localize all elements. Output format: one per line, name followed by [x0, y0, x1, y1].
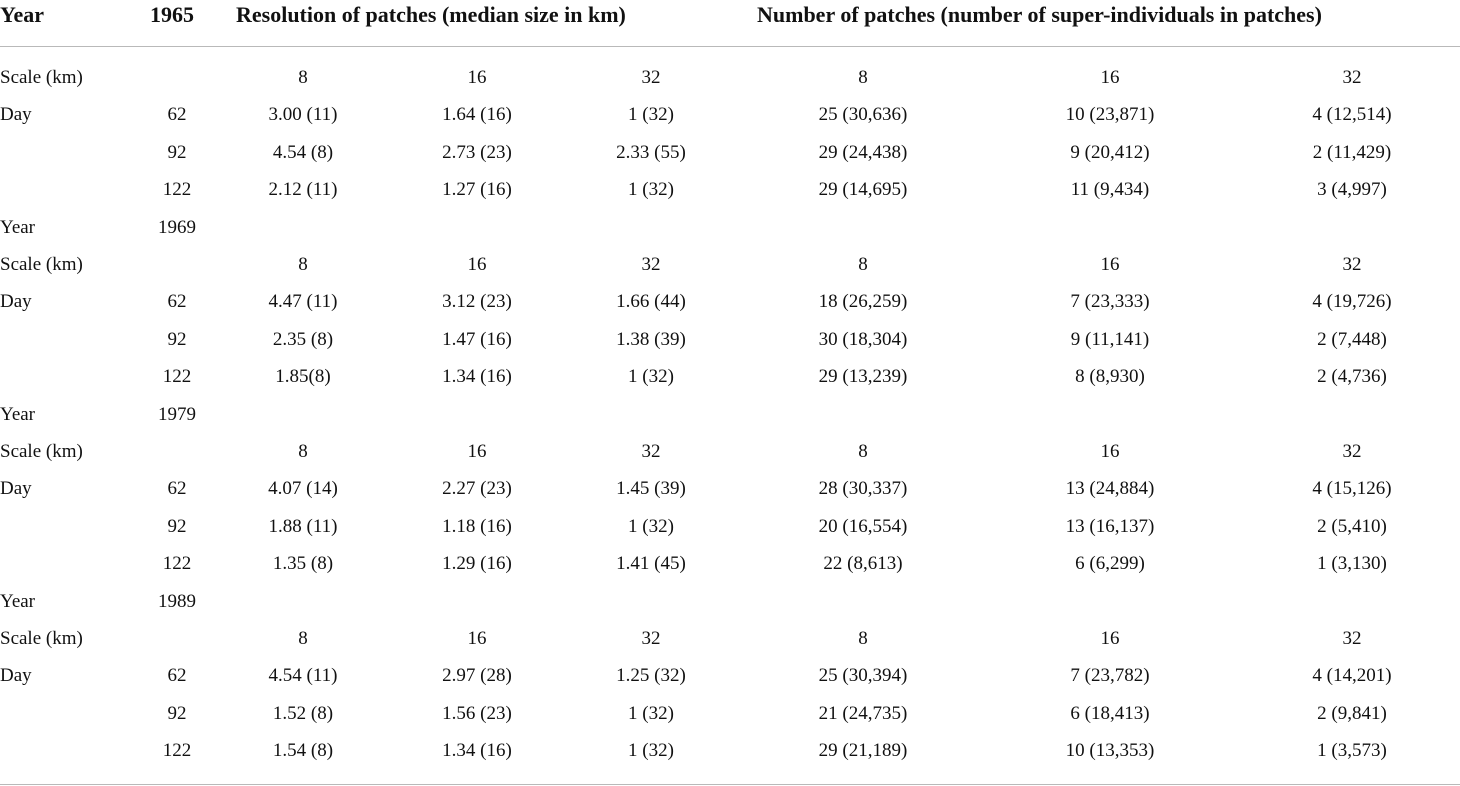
- table-cell: 25 (30,394): [818, 665, 908, 687]
- table-cell: 32: [1342, 628, 1362, 649]
- table-cell: 28 (30,337): [818, 478, 908, 500]
- table-cell: 16: [467, 254, 487, 275]
- table-cell: 1.34 (16): [442, 740, 512, 762]
- table-cell: 7 (23,333): [1070, 291, 1150, 313]
- table-cell: 29 (21,189): [818, 740, 908, 762]
- table-cell: 6 (18,413): [1070, 702, 1150, 724]
- table-cell: 1.27 (16): [442, 179, 512, 201]
- table-cell: 1.45 (39): [616, 478, 686, 500]
- table-cell: 7 (23,782): [1070, 665, 1150, 687]
- table-cell: [147, 620, 207, 657]
- table-cell: 1.54 (8): [272, 740, 334, 762]
- table-cell: [147, 59, 207, 96]
- table-cell: [790, 209, 936, 246]
- table-cell: 10 (23,871): [1065, 104, 1155, 126]
- table-cell: 8 (8,930): [1075, 366, 1145, 388]
- table-cell: 2 (4,736): [1317, 366, 1387, 388]
- table-cell: 32: [641, 254, 661, 275]
- table-row: [0, 470, 1460, 507]
- table-cell: 8: [858, 628, 868, 649]
- table-cell: [1282, 583, 1422, 620]
- table-cell: 32: [1342, 254, 1362, 275]
- table-cell: 1989: [158, 590, 196, 612]
- table-cell: 32: [1342, 441, 1362, 462]
- table-cell: 8: [858, 441, 868, 462]
- table-cell: 25 (30,636): [818, 104, 908, 126]
- table-cell: Year: [0, 403, 36, 425]
- table-cell: 9 (11,141): [1070, 328, 1150, 350]
- header-first-year: 1965: [150, 2, 194, 27]
- table-cell: 92: [167, 515, 187, 537]
- table-cell: 92: [167, 328, 187, 350]
- table-cell: 4.54 (8): [272, 141, 334, 163]
- table-row: [0, 134, 1460, 171]
- table-cell: 29 (13,239): [818, 366, 908, 388]
- table-cell: 1.25 (32): [616, 665, 686, 687]
- table-cell: 20 (16,554): [818, 515, 908, 537]
- table-row: [0, 620, 1460, 657]
- table-cell: [242, 209, 364, 246]
- header-number-of-patches: Number of patches (number of super-individuals in patches): [757, 2, 1322, 27]
- table-cell: 4 (15,126): [1312, 478, 1392, 500]
- table-cell: 1 (32): [628, 104, 674, 126]
- table-cell: [1040, 396, 1180, 433]
- table-cell: 1.47 (16): [442, 328, 512, 350]
- table-cell: 16: [1100, 67, 1120, 88]
- table-cell: 4 (14,201): [1312, 665, 1392, 687]
- table-row: [0, 283, 1460, 320]
- table-cell: 2 (9,841): [1317, 702, 1387, 724]
- table-cell: 16: [1100, 628, 1120, 649]
- table-cell: 2 (5,410): [1317, 515, 1387, 537]
- table-cell: 21 (24,735): [818, 702, 908, 724]
- table-cell: 2.12 (11): [268, 179, 338, 201]
- table-cell: Scale (km): [0, 441, 83, 462]
- table-row: [0, 545, 1460, 582]
- table-cell: 4 (12,514): [1312, 104, 1392, 126]
- table-row: [0, 171, 1460, 208]
- table-cell: 3.00 (11): [268, 104, 338, 126]
- table-cell: 92: [167, 141, 187, 163]
- table-cell: Scale (km): [0, 628, 83, 649]
- table-cell: 1 (32): [628, 179, 674, 201]
- table-row: [0, 732, 1460, 769]
- table-cell: 6 (6,299): [1075, 553, 1145, 575]
- table-cell: Day: [0, 104, 32, 126]
- table-cell: 1.18 (16): [442, 515, 512, 537]
- table-cell: 92: [167, 702, 187, 724]
- table-cell: 1.29 (16): [442, 553, 512, 575]
- header-resolution: Resolution of patches (median size in km): [236, 2, 626, 27]
- table-cell: 22 (8,613): [823, 553, 903, 575]
- table-row: [0, 396, 1460, 433]
- table-cell: 1.41 (45): [616, 553, 686, 575]
- table-cell: [590, 209, 712, 246]
- table-cell: 8: [858, 67, 868, 88]
- table-cell: 8: [298, 441, 308, 462]
- table-cell: [790, 396, 936, 433]
- table-cell: [147, 433, 207, 470]
- table-cell: Day: [0, 291, 32, 313]
- table-row: [0, 583, 1460, 620]
- table-cell: 29 (24,438): [818, 141, 908, 163]
- table-cell: Day: [0, 665, 32, 687]
- header-year: Year: [0, 2, 44, 27]
- table-row: [0, 96, 1460, 133]
- table-cell: [242, 583, 364, 620]
- table-cell: 3 (4,997): [1317, 179, 1387, 201]
- table-cell: 122: [162, 179, 192, 201]
- table-row: [0, 209, 1460, 246]
- table-cell: 2.97 (28): [442, 665, 512, 687]
- table-cell: [242, 396, 364, 433]
- table-cell: 1969: [158, 216, 196, 238]
- table-cell: [790, 583, 936, 620]
- table-cell: 1.64 (16): [442, 104, 512, 126]
- table-cell: Year: [0, 590, 36, 612]
- table-cell: Day: [0, 478, 32, 500]
- table-cell: 62: [167, 291, 187, 313]
- table-cell: 122: [162, 366, 192, 388]
- table-cell: 8: [298, 254, 308, 275]
- table-cell: 1 (32): [628, 740, 674, 762]
- table-cell: 1.34 (16): [442, 366, 512, 388]
- table-cell: 13 (16,137): [1065, 515, 1155, 537]
- table-cell: 1.66 (44): [616, 291, 686, 313]
- table-cell: 1.38 (39): [616, 328, 686, 350]
- table-row: [0, 321, 1460, 358]
- table-cell: 11 (9,434): [1070, 179, 1150, 201]
- table-cell: 30 (18,304): [818, 328, 908, 350]
- table-cell: 4.47 (11): [268, 291, 338, 313]
- table-cell: 2 (11,429): [1312, 141, 1392, 163]
- table-row: [0, 508, 1460, 545]
- table-cell: 10 (13,353): [1065, 740, 1155, 762]
- table-cell: [590, 583, 712, 620]
- table-cell: [1040, 583, 1180, 620]
- table-cell: [416, 396, 538, 433]
- table-cell: 32: [641, 441, 661, 462]
- table-cell: 3.12 (23): [442, 291, 512, 313]
- table-cell: 62: [167, 104, 187, 126]
- table-cell: 4.07 (14): [268, 478, 338, 500]
- table-cell: 1.52 (8): [272, 702, 334, 724]
- table-cell: 8: [858, 254, 868, 275]
- bottom-rule: [0, 784, 1460, 785]
- table-cell: 2 (7,448): [1317, 328, 1387, 350]
- table-cell: 32: [641, 628, 661, 649]
- table-cell: [1040, 209, 1180, 246]
- table-cell: 2.33 (55): [616, 141, 686, 163]
- table-header: [0, 0, 1460, 46]
- table-cell: 16: [467, 441, 487, 462]
- table-row: [0, 657, 1460, 694]
- table-cell: 16: [467, 628, 487, 649]
- table-cell: 122: [162, 740, 192, 762]
- table-cell: 1.85(8): [275, 366, 331, 388]
- table-cell: 2.27 (23): [442, 478, 512, 500]
- table-cell: 8: [298, 67, 308, 88]
- table-cell: [416, 209, 538, 246]
- table-cell: 122: [162, 553, 192, 575]
- table-cell: 1979: [158, 403, 196, 425]
- table-cell: [1282, 209, 1422, 246]
- table-cell: 2.73 (23): [442, 141, 512, 163]
- table-row: [0, 695, 1460, 732]
- table-cell: 16: [1100, 441, 1120, 462]
- table-cell: 1 (32): [628, 515, 674, 537]
- table-cell: 1 (32): [628, 366, 674, 388]
- table-cell: 18 (26,259): [818, 291, 908, 313]
- table-cell: [590, 396, 712, 433]
- table-cell: 29 (14,695): [818, 179, 908, 201]
- table-cell: 32: [1342, 67, 1362, 88]
- table-cell: 1.35 (8): [272, 553, 334, 575]
- table-cell: 1.56 (23): [442, 702, 512, 724]
- table-cell: 1 (32): [628, 702, 674, 724]
- table-cell: 13 (24,884): [1065, 478, 1155, 500]
- table-cell: 2.35 (8): [272, 328, 334, 350]
- table-cell: 16: [467, 67, 487, 88]
- table-row: [0, 59, 1460, 96]
- table-cell: Year: [0, 216, 36, 238]
- table-cell: 16: [1100, 254, 1120, 275]
- table-cell: Scale (km): [0, 67, 83, 88]
- table-cell: 1 (3,573): [1317, 740, 1387, 762]
- table-row: [0, 358, 1460, 395]
- table-row: [0, 246, 1460, 283]
- table-cell: 32: [641, 67, 661, 88]
- table-cell: 1 (3,130): [1317, 553, 1387, 575]
- table-cell: 1.88 (11): [268, 515, 338, 537]
- table-cell: 4 (19,726): [1312, 291, 1392, 313]
- table-cell: [416, 583, 538, 620]
- table-cell: 8: [298, 628, 308, 649]
- table-cell: [1282, 396, 1422, 433]
- table-row: [0, 433, 1460, 470]
- table-cell: 4.54 (11): [268, 665, 338, 687]
- table-cell: 62: [167, 478, 187, 500]
- table-cell: [147, 246, 207, 283]
- table-cell: Scale (km): [0, 254, 83, 275]
- table-cell: 62: [167, 665, 187, 687]
- table-cell: 9 (20,412): [1070, 141, 1150, 163]
- header-rule: [0, 46, 1460, 47]
